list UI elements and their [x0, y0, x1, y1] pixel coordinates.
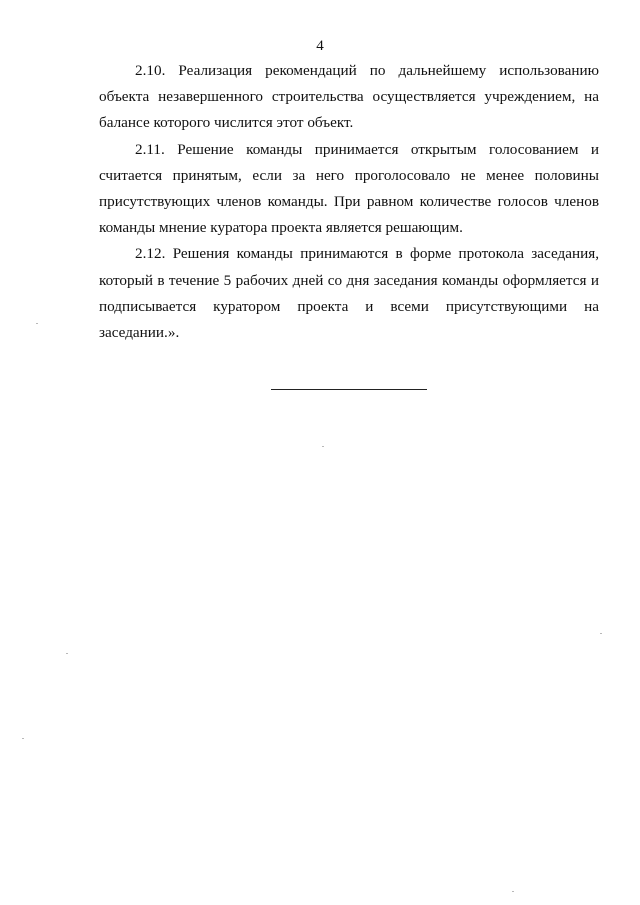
paragraph-2-12: 2.12. Решения команды принимаются в форме протокола заседания, который в течение 5 рабочих дней со дня заседания команды оформляется и подписывается куратором проекта и всеми присутствующими на заседании.». [99, 245, 599, 342]
scan-speck [36, 323, 38, 324]
page-number: 4 [316, 38, 324, 54]
document-body [99, 58, 599, 346]
paragraph-2-10: 2.10. Реализация рекомендаций по дальнейшему использованию объекта незавершенного строительства осуществляется учреждением, на балансе которого числится этот объект. [99, 62, 599, 132]
scan-speck [322, 446, 324, 447]
scan-speck [600, 633, 602, 634]
paragraph-2-11: 2.11. Решение команды принимается открытым голосованием и считается принятым, если за него проголосовало не менее половины присутствующих членов команды. При равном количестве голосов членов команды мнение куратора проекта является решающим. [99, 140, 599, 237]
scan-speck [512, 891, 514, 892]
section-separator-line [271, 389, 427, 390]
scan-speck [22, 738, 24, 739]
scan-speck [66, 653, 68, 654]
